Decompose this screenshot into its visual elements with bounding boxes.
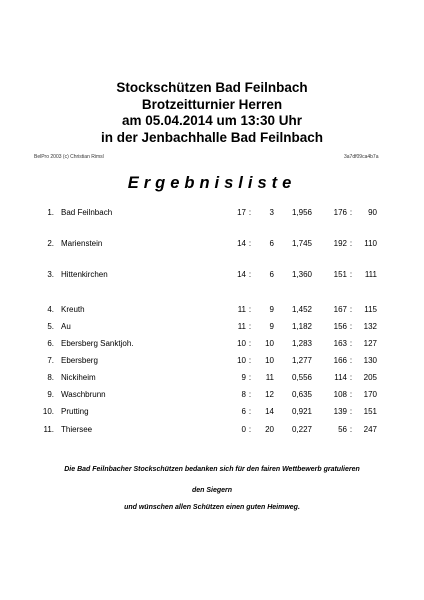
separator: : [248, 270, 252, 279]
footer-congrats: den Siegern [191, 487, 233, 494]
rank: 7. [47, 356, 54, 365]
table-row [0, 423, 424, 437]
tournament-name: Brotzeitturnier Herren [141, 96, 283, 112]
points-plus: 10 [237, 356, 246, 365]
points-minus: 6 [269, 239, 274, 248]
rank: 6. [47, 339, 54, 348]
team-name: Marienstein [61, 239, 103, 248]
points-plus: 0 [241, 425, 246, 434]
shots-plus: 114 [334, 373, 347, 382]
table-row [0, 320, 424, 334]
quotient: 0,635 [291, 390, 312, 399]
separator: : [349, 407, 353, 416]
rank: 5. [47, 322, 54, 331]
separator: : [349, 270, 353, 279]
document-header [0, 80, 424, 146]
table-row [0, 206, 424, 220]
points-plus: 11 [237, 322, 246, 331]
points-minus: 9 [269, 322, 274, 331]
points-minus: 14 [265, 407, 274, 416]
team-name: Ebersberg [61, 356, 98, 365]
points-minus: 10 [265, 339, 274, 348]
separator: : [248, 239, 252, 248]
shots-minus: 111 [364, 270, 377, 279]
table-row [0, 268, 424, 282]
team-name: Kreuth [61, 305, 85, 314]
points-minus: 6 [269, 270, 274, 279]
separator: : [248, 373, 252, 382]
software-credit: BelPro 2003 (c) Christian Rimsl [34, 154, 104, 160]
points-minus: 3 [269, 208, 274, 217]
points-plus: 14 [237, 270, 246, 279]
separator: : [349, 373, 353, 382]
quotient: 1,283 [291, 339, 312, 348]
document-code: 3a7df09ca4b7a [344, 154, 379, 160]
table-row [0, 337, 424, 351]
points-plus: 9 [241, 373, 246, 382]
rank: 11. [43, 425, 54, 434]
shots-minus: 205 [363, 373, 377, 382]
shots-minus: 247 [363, 425, 377, 434]
team-name: Waschbrunn [61, 390, 106, 399]
separator: : [349, 305, 353, 314]
shots-minus: 170 [363, 390, 377, 399]
separator: : [248, 208, 252, 217]
points-plus: 11 [237, 305, 246, 314]
shots-plus: 167 [333, 305, 347, 314]
team-name: Nickiheim [61, 373, 96, 382]
table-row [0, 303, 424, 317]
shots-plus: 163 [333, 339, 347, 348]
quotient: 1,745 [291, 239, 312, 248]
table-row [0, 371, 424, 385]
shots-plus: 56 [338, 425, 347, 434]
shots-minus: 90 [368, 208, 377, 217]
shots-plus: 176 [333, 208, 347, 217]
separator: : [349, 390, 353, 399]
separator: : [248, 339, 252, 348]
table-row [0, 388, 424, 402]
shots-plus: 108 [333, 390, 347, 399]
rank: 9. [47, 390, 54, 399]
separator: : [349, 339, 353, 348]
rank: 10. [42, 407, 54, 416]
table-row [0, 354, 424, 368]
shots-plus: 139 [333, 407, 347, 416]
separator: : [349, 208, 353, 217]
rank: 1. [47, 208, 54, 217]
rank: 3. [47, 270, 54, 279]
separator: : [248, 322, 252, 331]
quotient: 0,921 [291, 407, 312, 416]
footer-farewell: und wünschen allen Schützen einen guten Heimweg. [124, 504, 300, 511]
shots-minus: 110 [364, 239, 377, 248]
shots-minus: 151 [363, 407, 377, 416]
points-plus: 8 [241, 390, 246, 399]
rank: 8. [47, 373, 54, 382]
shots-plus: 166 [333, 356, 347, 365]
quotient: 1,360 [291, 270, 312, 279]
team-name: Prutting [61, 407, 89, 416]
separator: : [248, 356, 252, 365]
quotient: 1,277 [291, 356, 312, 365]
points-minus: 12 [265, 390, 274, 399]
points-plus: 17 [237, 208, 246, 217]
shots-plus: 156 [333, 322, 347, 331]
team-name: Ebersberg Sanktjoh. [61, 339, 134, 348]
separator: : [248, 305, 252, 314]
table-row [0, 405, 424, 419]
shots-minus: 115 [364, 305, 377, 314]
quotient: 1,182 [291, 322, 312, 331]
tournament-date: am 05.04.2014 um 13:30 Uhr [121, 113, 303, 128]
separator: : [349, 425, 353, 434]
team-name: Hittenkirchen [61, 270, 108, 279]
team-name: Au [61, 322, 71, 331]
shots-plus: 192 [333, 239, 347, 248]
footer-thanks: Die Bad Feilnbacher Stockschützen bedanken sich für den fairen Wettbewerb gratulieren [64, 466, 360, 473]
points-plus: 14 [237, 239, 246, 248]
team-name: Thiersee [61, 425, 93, 434]
rank: 2. [47, 239, 54, 248]
quotient: 0,227 [291, 425, 312, 434]
points-minus: 20 [265, 425, 274, 434]
quotient: 1,452 [291, 305, 312, 314]
points-minus: 10 [265, 356, 274, 365]
separator: : [248, 390, 252, 399]
quotient: 1,956 [291, 208, 312, 217]
rank: 4. [47, 305, 54, 314]
shots-minus: 132 [363, 322, 377, 331]
quotient: 0,556 [291, 373, 312, 382]
table-row [0, 237, 424, 251]
separator: : [248, 407, 252, 416]
separator: : [349, 356, 353, 365]
tournament-venue: in der Jenbachhalle Bad Feilnbach [100, 129, 324, 145]
page-title: Ergebnisliste [127, 174, 297, 192]
shots-minus: 130 [363, 356, 377, 365]
separator: : [349, 239, 353, 248]
points-minus: 9 [269, 305, 274, 314]
shots-plus: 151 [333, 270, 347, 279]
club-name: Stockschützen Bad Feilnbach [116, 80, 308, 95]
points-minus: 11 [265, 373, 274, 382]
team-name: Bad Feilnbach [61, 208, 113, 217]
points-plus: 6 [241, 407, 246, 416]
separator: : [248, 425, 252, 434]
points-plus: 10 [237, 339, 246, 348]
shots-minus: 127 [363, 339, 377, 348]
separator: : [349, 322, 353, 331]
